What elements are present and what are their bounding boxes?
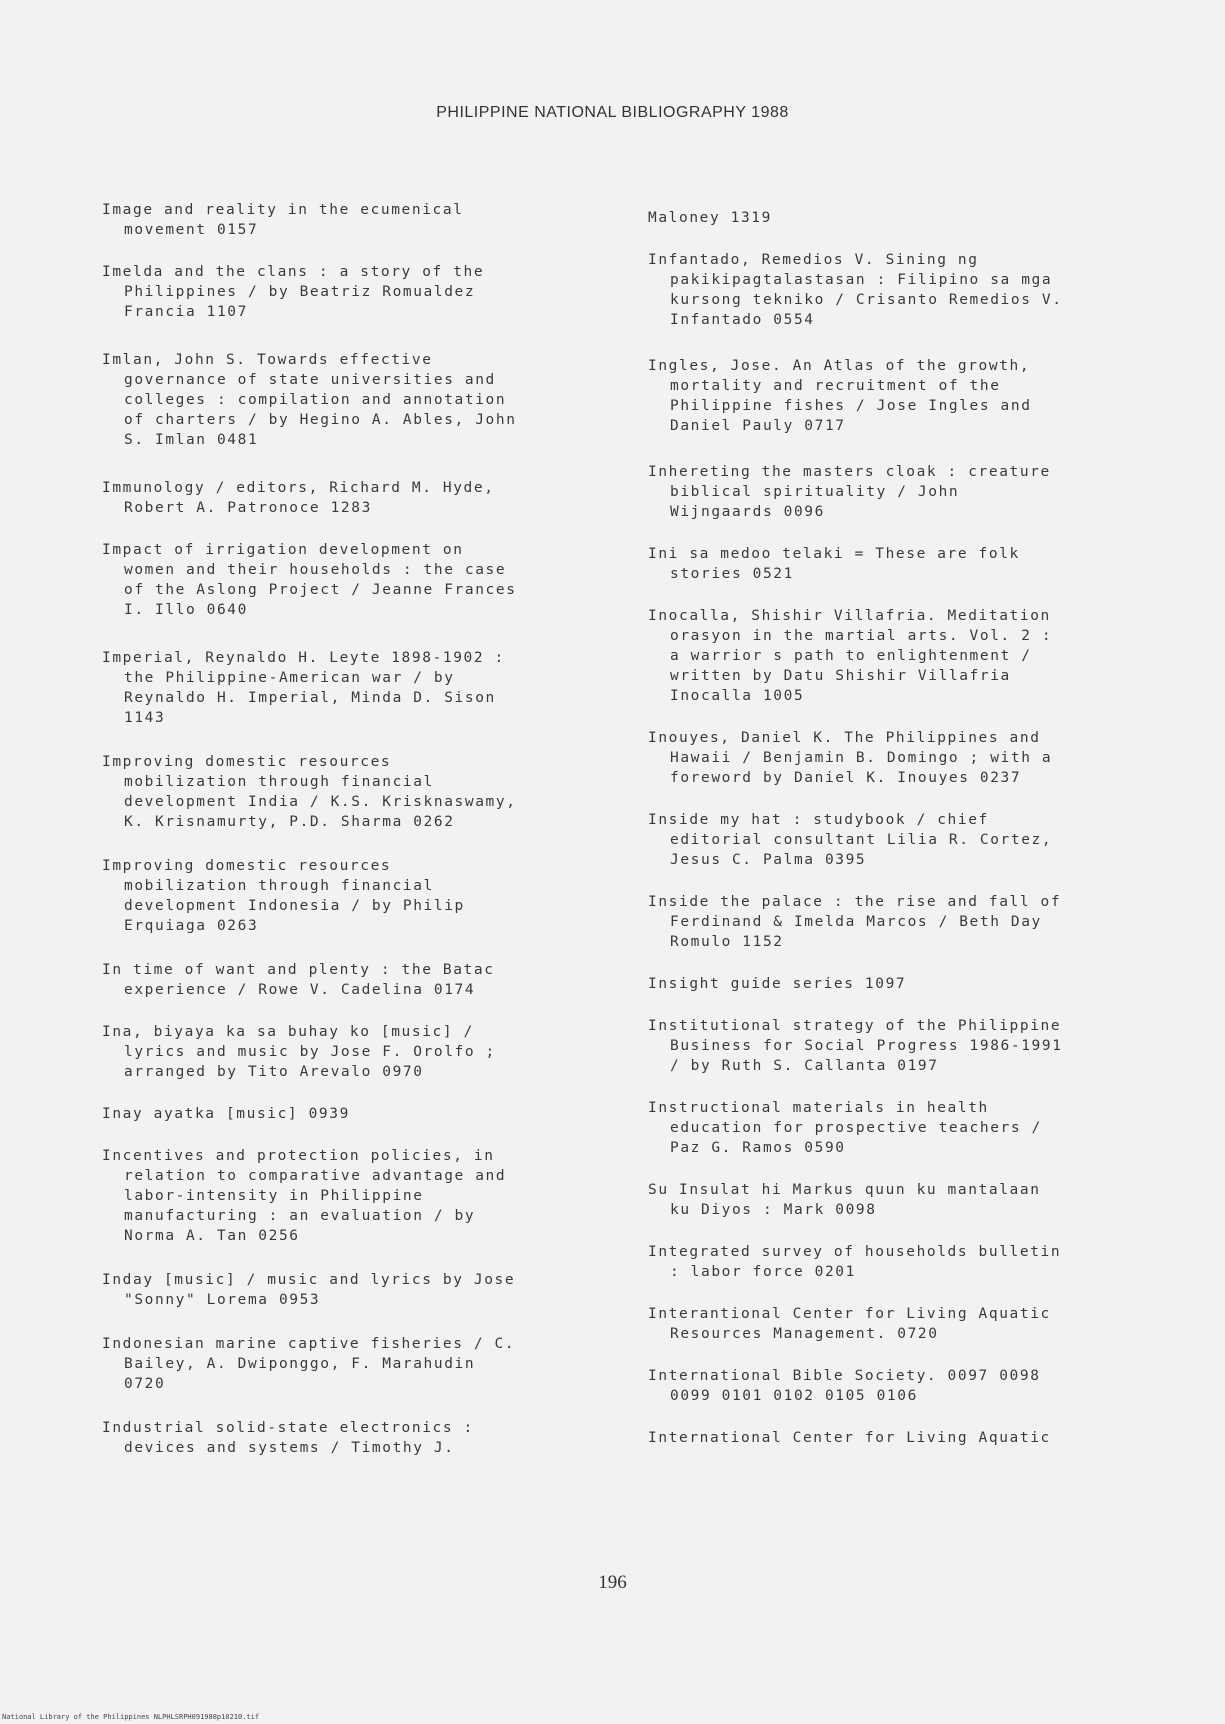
bibliography-entry: Improving domestic resources mobilization through financial development Indonesia / by Philip Erquiaga 0263 <box>102 858 465 934</box>
bibliography-entry: International Bible Society. 0097 0098 0099 0101 0102 0105 0106 <box>648 1368 1041 1404</box>
bibliography-entry: Ina, biyaya ka sa buhay ko [music] / lyrics and music by Jose F. Orolfo ; arranged by Tito Arevalo 0970 <box>102 1024 496 1080</box>
bibliography-entry: In time of want and plenty : the Batac experience / Rowe V. Cadelina 0174 <box>102 962 495 998</box>
bibliography-entry: Integrated survey of households bulletin : labor force 0201 <box>648 1244 1062 1280</box>
left-column <box>102 200 622 1458</box>
bibliography-entry: Impact of irrigation development on women and their households : the case of the Aslong Project / Jeanne Frances I. Illo 0640 <box>102 542 517 618</box>
bibliography-entry: Inouyes, Daniel K. The Philippines and Hawaii / Benjamin B. Domingo ; with a foreword by Daniel K. Inouyes 0237 <box>648 730 1053 786</box>
bibliography-entry: Imlan, John S. Towards effective governance of state universities and colleges : compilation and annotation of charters / by Hegino A. Ables, John S. Imlan 0481 <box>102 352 517 448</box>
bibliography-entry: Inside my hat : studybook / chief editorial consultant Lilia R. Cortez, Jesus C. Palma 0395 <box>648 812 1053 868</box>
bibliography-entry: Industrial solid-state electronics : devices and systems / Timothy J. <box>102 1420 474 1456</box>
bibliography-entry: Image and reality in the ecumenical movement 0157 <box>102 202 464 238</box>
right-column <box>648 208 1148 1448</box>
bibliography-entry: Ini sa medoo telaki = These are folk stories 0521 <box>648 546 1020 582</box>
bibliography-entry: Inside the palace : the rise and fall of Ferdinand & Imelda Marcos / Beth Day Romulo 1152 <box>648 894 1062 950</box>
bibliography-entry: Maloney 1319 <box>648 210 772 226</box>
bibliography-entry: Incentives and protection policies, in relation to comparative advantage and labor-intensity in Philippine manufacturing : an evaluation / by Norma A. Tan 0256 <box>102 1148 507 1244</box>
bibliography-entry: Imelda and the clans : a story of the Philippines / by Beatriz Romualdez Francia 1107 <box>102 264 485 320</box>
page-title: PHILIPPINE NATIONAL BIBLIOGRAPHY 1988 <box>436 104 789 121</box>
bibliography-entry: Improving domestic resources mobilization through financial development India / K.S. Krisknaswamy, K. Krisnamurty, P.D. Sharma 0262 <box>102 754 517 830</box>
bibliography-entry: Insight guide series 1097 <box>648 976 907 992</box>
bibliography-entry: Ingles, Jose. An Atlas of the growth, mortality and recruitment of the Philippine fishes / Jose Ingles and Daniel Pauly 0717 <box>648 358 1032 434</box>
page-number: 196 <box>598 1572 627 1593</box>
bibliography-entry: Infantado, Remedios V. Sining ng pakikipagtalastasan : Filipino sa mga kursong tekniko / Crisanto Remedios V. Infantado 0554 <box>648 252 1063 328</box>
bibliography-entry: Institutional strategy of the Philippine Business for Social Progress 1986-1991 / by Ruth S. Callanta 0197 <box>648 1018 1063 1074</box>
bibliography-entry: Interantional Center for Living Aquatic Resources Management. 0720 <box>648 1306 1051 1342</box>
bibliography-entry: Immunology / editors, Richard M. Hyde, Robert A. Patronoce 1283 <box>102 480 495 516</box>
bibliography-entry: Inay ayatka [music] 0939 <box>102 1106 350 1122</box>
bibliography-entry: Indonesian marine captive fisheries / C. Bailey, A. Dwiponggo, F. Marahudin 0720 <box>102 1336 516 1392</box>
bibliography-entry: Inday [music] / music and lyrics by Jose "Sonny" Lorema 0953 <box>102 1272 516 1308</box>
scan-source-note: National Library of the Philippines NLPHLSRPH091988p10210.tif <box>2 1713 260 1721</box>
bibliography-entry: Imperial, Reynaldo H. Leyte 1898-1902 : the Philippine-American war / by Reynaldo H. Imperial, Minda D. Sison 1143 <box>102 650 505 726</box>
bibliography-entry: Inhereting the masters cloak : creature biblical spirituality / John Wijngaards 0096 <box>648 464 1051 520</box>
bibliography-entry: International Center for Living Aquatic <box>648 1430 1051 1446</box>
bibliography-entry: Su Insulat hi Markus quun ku mantalaan ku Diyos : Mark 0098 <box>648 1182 1041 1218</box>
bibliography-entry: Instructional materials in health education for prospective teachers / Paz G. Ramos 0590 <box>648 1100 1042 1156</box>
bibliography-entry: Inocalla, Shishir Villafria. Meditation orasyon in the martial arts. Vol. 2 : a warrior s path to enlightenment / written by Datu Shishir Villafria Inocalla 1005 <box>648 608 1053 704</box>
